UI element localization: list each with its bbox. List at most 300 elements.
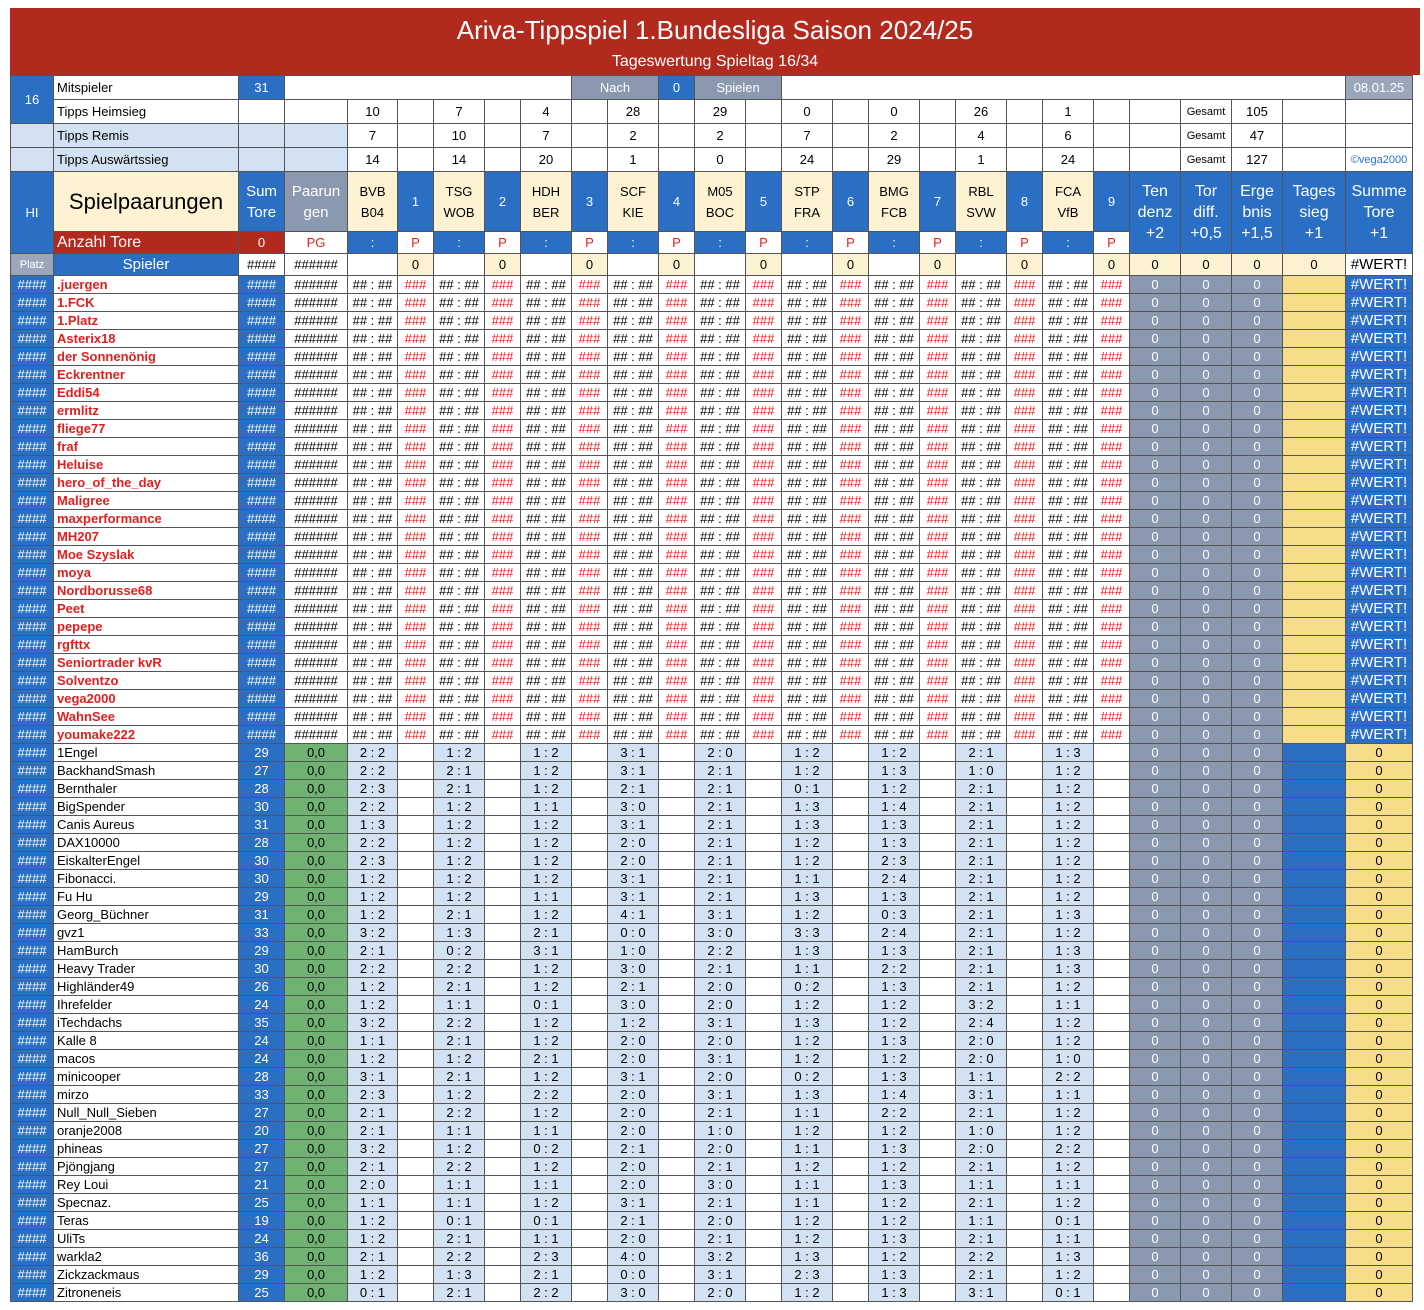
rank-cell[interactable]: #### <box>11 1266 54 1284</box>
tip-cell[interactable]: 2 : 0 <box>608 1050 659 1068</box>
tip-cell[interactable]: ## : ## <box>608 618 659 636</box>
tip-cell[interactable]: ## : ## <box>956 708 1007 726</box>
sum-cell[interactable]: #### <box>239 546 285 564</box>
tip-cell[interactable]: ## : ## <box>869 276 920 294</box>
tendenz-cell[interactable]: 0 <box>1130 1266 1181 1284</box>
p-cell[interactable]: ### <box>659 546 695 564</box>
total-cell[interactable]: #WERT! <box>1346 726 1413 744</box>
p-cell[interactable] <box>485 996 521 1014</box>
p-cell[interactable] <box>746 1158 782 1176</box>
p-cell[interactable] <box>398 852 434 870</box>
tagessieg-cell[interactable] <box>1283 852 1346 870</box>
ergebnis-cell[interactable]: 0 <box>1232 276 1283 294</box>
p-cell[interactable]: ### <box>1094 276 1130 294</box>
total-cell[interactable]: 0 <box>1346 978 1413 996</box>
p-cell[interactable] <box>485 1032 521 1050</box>
p-cell[interactable]: ### <box>833 564 869 582</box>
tip-cell[interactable]: 1 : 2 <box>348 906 398 924</box>
tip-cell[interactable]: 2 : 1 <box>434 1284 485 1302</box>
pg-cell[interactable]: ###### <box>285 672 348 690</box>
tip-cell[interactable]: 2 : 1 <box>608 978 659 996</box>
rank-cell[interactable]: #### <box>11 924 54 942</box>
total-cell[interactable]: 0 <box>1346 1014 1413 1032</box>
player-name[interactable]: Teras <box>54 1212 239 1230</box>
tip-cell[interactable]: ## : ## <box>695 474 746 492</box>
tip-cell[interactable]: 2 : 2 <box>434 1104 485 1122</box>
tip-cell[interactable]: ## : ## <box>1043 492 1094 510</box>
ergebnis-cell[interactable]: 0 <box>1232 762 1283 780</box>
p-cell[interactable]: ### <box>746 474 782 492</box>
tip-cell[interactable]: ## : ## <box>869 654 920 672</box>
p-cell[interactable]: ### <box>920 672 956 690</box>
tagessieg-cell[interactable] <box>1283 672 1346 690</box>
p-cell[interactable] <box>398 978 434 996</box>
tipps-auswaerts-count[interactable]: 1 <box>608 148 659 172</box>
tagessieg-cell[interactable] <box>1283 546 1346 564</box>
p-cell[interactable] <box>572 1176 608 1194</box>
p-cell[interactable]: ### <box>1007 348 1043 366</box>
sum-tore-header[interactable] <box>239 172 285 232</box>
tip-cell[interactable]: ## : ## <box>782 492 833 510</box>
tip-cell[interactable]: ## : ## <box>956 438 1007 456</box>
tendenz-header[interactable] <box>1130 172 1181 254</box>
tip-cell[interactable]: 3 : 1 <box>608 870 659 888</box>
p-cell[interactable] <box>572 1032 608 1050</box>
total-cell[interactable]: 0 <box>1346 1248 1413 1266</box>
tip-cell[interactable]: ## : ## <box>521 726 572 744</box>
p-cell[interactable]: ### <box>485 438 521 456</box>
tip-cell[interactable]: 1 : 2 <box>521 978 572 996</box>
tip-cell[interactable]: 0 : 2 <box>782 978 833 996</box>
tip-cell[interactable]: 2 : 0 <box>956 1140 1007 1158</box>
p-cell[interactable]: ### <box>572 618 608 636</box>
zero-cell[interactable]: 0 <box>833 254 869 276</box>
p-cell[interactable] <box>1007 942 1043 960</box>
tordiff-cell[interactable]: 0 <box>1181 996 1232 1014</box>
p-cell[interactable]: ### <box>485 564 521 582</box>
rank-cell[interactable]: #### <box>11 1050 54 1068</box>
p-cell[interactable] <box>833 1176 869 1194</box>
pg-cell[interactable]: ###### <box>285 402 348 420</box>
tip-cell[interactable]: 1 : 1 <box>434 1194 485 1212</box>
player-name[interactable]: warkla2 <box>54 1248 239 1266</box>
tip-cell[interactable]: 1 : 2 <box>869 1248 920 1266</box>
blank[interactable] <box>1283 100 1346 124</box>
tip-cell[interactable]: ## : ## <box>1043 402 1094 420</box>
spielpaarungen-header[interactable]: Spielpaarungen <box>54 172 239 232</box>
p-cell[interactable] <box>746 942 782 960</box>
tip-cell[interactable]: ## : ## <box>956 510 1007 528</box>
tip-cell[interactable]: ## : ## <box>1043 348 1094 366</box>
p-cell[interactable] <box>398 924 434 942</box>
tip-cell[interactable]: 2 : 0 <box>608 1104 659 1122</box>
tip-cell[interactable]: 2 : 2 <box>1043 1140 1094 1158</box>
p-cell[interactable]: ### <box>920 456 956 474</box>
p-cell[interactable]: ### <box>572 384 608 402</box>
tip-cell[interactable]: ## : ## <box>348 600 398 618</box>
p-cell[interactable] <box>920 1122 956 1140</box>
tip-cell[interactable]: 0 : 2 <box>521 1140 572 1158</box>
total-cell[interactable]: #WERT! <box>1346 672 1413 690</box>
sum-cell[interactable]: 29 <box>239 744 285 762</box>
tip-cell[interactable]: ## : ## <box>348 456 398 474</box>
tip-cell[interactable]: 1 : 1 <box>1043 1230 1094 1248</box>
p-cell[interactable] <box>1007 744 1043 762</box>
tendenz-cell[interactable]: 0 <box>1130 474 1181 492</box>
total-cell[interactable]: #WERT! <box>1346 636 1413 654</box>
p-cell[interactable]: ### <box>833 294 869 312</box>
tip-cell[interactable]: 1 : 2 <box>1043 762 1094 780</box>
p-cell[interactable] <box>572 942 608 960</box>
p-cell[interactable] <box>485 762 521 780</box>
tip-cell[interactable]: 2 : 2 <box>869 960 920 978</box>
tipps-heimsieg-count[interactable]: 26 <box>956 100 1007 124</box>
pg-cell[interactable]: ###### <box>285 420 348 438</box>
tip-cell[interactable]: ## : ## <box>434 330 485 348</box>
tip-cell[interactable]: ## : ## <box>521 600 572 618</box>
copyright[interactable]: ©vega2000 <box>1346 148 1413 172</box>
tordiff-cell[interactable]: 0 <box>1181 438 1232 456</box>
tip-cell[interactable]: ## : ## <box>608 564 659 582</box>
tipps-auswaerts-total[interactable]: 127 <box>1232 148 1283 172</box>
tip-cell[interactable]: 2 : 2 <box>348 762 398 780</box>
p-cell[interactable] <box>746 1140 782 1158</box>
tip-cell[interactable]: ## : ## <box>608 672 659 690</box>
tendenz-cell[interactable]: 0 <box>1130 528 1181 546</box>
tendenz-cell[interactable]: 0 <box>1130 1158 1181 1176</box>
tordiff-cell[interactable]: 0 <box>1181 510 1232 528</box>
p-cell[interactable]: ### <box>1007 672 1043 690</box>
tip-cell[interactable]: ## : ## <box>348 420 398 438</box>
tordiff-cell[interactable]: 0 <box>1181 582 1232 600</box>
rank-cell[interactable]: #### <box>11 420 54 438</box>
pg-cell[interactable]: 0,0 <box>285 888 348 906</box>
total-cell[interactable]: 0 <box>1346 1086 1413 1104</box>
tip-cell[interactable]: 1 : 3 <box>869 1266 920 1284</box>
pg-cell[interactable]: 0,0 <box>285 1068 348 1086</box>
ergebnis-cell[interactable]: 0 <box>1232 780 1283 798</box>
player-name[interactable]: ermlitz <box>54 402 239 420</box>
p-cell[interactable] <box>833 1230 869 1248</box>
p-cell[interactable]: ### <box>398 474 434 492</box>
tip-cell[interactable]: 3 : 0 <box>695 924 746 942</box>
p-cell[interactable] <box>920 996 956 1014</box>
tip-cell[interactable]: ## : ## <box>1043 672 1094 690</box>
p-cell[interactable]: ### <box>1094 348 1130 366</box>
p-cell[interactable] <box>398 1158 434 1176</box>
tendenz-cell[interactable]: 0 <box>1130 942 1181 960</box>
ergebnis-cell[interactable]: 0 <box>1232 1194 1283 1212</box>
sum-cell[interactable]: 25 <box>239 1194 285 1212</box>
p-cell[interactable] <box>485 1140 521 1158</box>
total-cell[interactable]: 0 <box>1346 834 1413 852</box>
sum-cell[interactable]: #### <box>239 708 285 726</box>
p-cell[interactable] <box>398 1104 434 1122</box>
tip-cell[interactable]: ## : ## <box>608 438 659 456</box>
tip-cell[interactable]: ## : ## <box>1043 312 1094 330</box>
tendenz-cell[interactable]: 0 <box>1130 546 1181 564</box>
p-cell[interactable]: ### <box>1094 366 1130 384</box>
tip-cell[interactable]: ## : ## <box>869 708 920 726</box>
p-cell[interactable] <box>485 870 521 888</box>
tip-cell[interactable]: 2 : 1 <box>956 744 1007 762</box>
tipps-remis-total[interactable]: 47 <box>1232 124 1283 148</box>
ergebnis-cell[interactable]: 0 <box>1232 1050 1283 1068</box>
tip-cell[interactable]: 3 : 2 <box>348 924 398 942</box>
p-cell[interactable] <box>1007 1248 1043 1266</box>
tip-cell[interactable]: 2 : 1 <box>348 1104 398 1122</box>
tip-cell[interactable]: ## : ## <box>695 330 746 348</box>
tip-cell[interactable]: 1 : 3 <box>434 1266 485 1284</box>
p-cell[interactable]: ### <box>1094 438 1130 456</box>
tendenz-cell[interactable]: 0 <box>1130 618 1181 636</box>
rank-cell[interactable]: #### <box>11 582 54 600</box>
p-cell[interactable] <box>920 744 956 762</box>
tendenz-cell[interactable]: 0 <box>1130 1230 1181 1248</box>
tip-cell[interactable]: 2 : 1 <box>695 780 746 798</box>
tordiff-cell[interactable]: 0 <box>1181 636 1232 654</box>
tip-cell[interactable]: 2 : 1 <box>434 780 485 798</box>
tip-cell[interactable]: 1 : 3 <box>869 1176 920 1194</box>
tip-cell[interactable]: 2 : 0 <box>608 1230 659 1248</box>
tip-cell[interactable]: 2 : 2 <box>434 960 485 978</box>
blank[interactable] <box>659 148 695 172</box>
tip-cell[interactable]: 1 : 2 <box>869 744 920 762</box>
p-cell[interactable] <box>1007 1104 1043 1122</box>
p-cell[interactable]: ### <box>1007 492 1043 510</box>
tip-cell[interactable]: 1 : 2 <box>521 1068 572 1086</box>
p-cell[interactable] <box>659 996 695 1014</box>
p-cell[interactable]: ### <box>659 618 695 636</box>
tip-cell[interactable]: 1 : 2 <box>521 780 572 798</box>
tip-cell[interactable]: ## : ## <box>348 708 398 726</box>
tip-cell[interactable]: 1 : 2 <box>521 906 572 924</box>
player-name[interactable]: Moe Szyslak <box>54 546 239 564</box>
tordiff-cell[interactable]: 0 <box>1181 618 1232 636</box>
tip-cell[interactable]: 1 : 3 <box>1043 906 1094 924</box>
rank-cell[interactable]: #### <box>11 618 54 636</box>
p-cell[interactable] <box>833 1194 869 1212</box>
tip-cell[interactable]: ## : ## <box>695 294 746 312</box>
tip-cell[interactable]: ## : ## <box>434 636 485 654</box>
p-cell[interactable]: ### <box>920 402 956 420</box>
pg-cell[interactable]: ###### <box>285 654 348 672</box>
pg-cell[interactable]: 0,0 <box>285 1176 348 1194</box>
p-cell[interactable] <box>572 888 608 906</box>
tip-cell[interactable]: 1 : 2 <box>869 780 920 798</box>
tip-cell[interactable]: ## : ## <box>695 546 746 564</box>
blank[interactable] <box>285 124 348 148</box>
pg-cell[interactable]: ###### <box>285 618 348 636</box>
p-cell[interactable] <box>398 816 434 834</box>
result-input[interactable]: : <box>434 232 485 254</box>
match-number[interactable]: 5 <box>746 172 782 232</box>
tip-cell[interactable]: 2 : 1 <box>434 1068 485 1086</box>
tip-cell[interactable]: ## : ## <box>434 420 485 438</box>
p-cell[interactable]: ### <box>485 312 521 330</box>
tip-cell[interactable]: ## : ## <box>608 456 659 474</box>
p-cell[interactable] <box>746 744 782 762</box>
p-cell[interactable] <box>833 960 869 978</box>
p-cell[interactable]: ### <box>1007 708 1043 726</box>
tip-cell[interactable]: ## : ## <box>869 384 920 402</box>
tip-cell[interactable]: 3 : 1 <box>956 1086 1007 1104</box>
tip-cell[interactable]: ## : ## <box>348 438 398 456</box>
rank-cell[interactable]: #### <box>11 816 54 834</box>
rank-cell[interactable]: #### <box>11 978 54 996</box>
p-cell[interactable]: ### <box>1007 564 1043 582</box>
p-cell[interactable] <box>833 762 869 780</box>
p-cell[interactable] <box>659 834 695 852</box>
total-cell[interactable]: #WERT! <box>1346 492 1413 510</box>
tip-cell[interactable]: 2 : 1 <box>695 870 746 888</box>
p-cell[interactable] <box>1094 924 1130 942</box>
p-cell[interactable]: ### <box>659 654 695 672</box>
pg-cell[interactable]: ###### <box>285 528 348 546</box>
tip-cell[interactable]: 0 : 3 <box>869 906 920 924</box>
tip-cell[interactable]: 1 : 2 <box>1043 852 1094 870</box>
tagessieg-cell[interactable] <box>1283 1176 1346 1194</box>
sum-cell[interactable]: 29 <box>239 942 285 960</box>
p-cell[interactable] <box>572 978 608 996</box>
p-cell[interactable]: ### <box>572 276 608 294</box>
p-cell[interactable]: ### <box>920 726 956 744</box>
p-cell[interactable]: ### <box>920 366 956 384</box>
tip-cell[interactable]: 0 : 0 <box>608 924 659 942</box>
tip-cell[interactable]: ## : ## <box>1043 690 1094 708</box>
tip-cell[interactable]: 2 : 0 <box>695 1068 746 1086</box>
sum-cell[interactable]: 24 <box>239 1230 285 1248</box>
p-cell[interactable]: ### <box>398 420 434 438</box>
tip-cell[interactable]: ## : ## <box>1043 456 1094 474</box>
p-cell[interactable] <box>1007 1158 1043 1176</box>
p-cell[interactable] <box>920 1158 956 1176</box>
p-cell[interactable]: ### <box>1094 546 1130 564</box>
tip-cell[interactable]: ## : ## <box>956 402 1007 420</box>
p-cell[interactable] <box>1094 1158 1130 1176</box>
pg-cell[interactable]: 0,0 <box>285 852 348 870</box>
p-cell[interactable]: ### <box>1007 384 1043 402</box>
p-cell[interactable] <box>572 1122 608 1140</box>
tip-cell[interactable]: 0 : 1 <box>434 1212 485 1230</box>
p-cell[interactable] <box>572 1266 608 1284</box>
tip-cell[interactable]: 1 : 3 <box>782 816 833 834</box>
p-cell[interactable] <box>1007 870 1043 888</box>
tagessieg-cell[interactable] <box>1283 438 1346 456</box>
tendenz-cell[interactable]: 0 <box>1130 1284 1181 1302</box>
tip-cell[interactable]: 3 : 0 <box>608 960 659 978</box>
tip-cell[interactable]: ## : ## <box>869 294 920 312</box>
tip-cell[interactable]: 2 : 1 <box>434 1230 485 1248</box>
tendenz-cell[interactable]: 0 <box>1130 672 1181 690</box>
rank-cell[interactable]: #### <box>11 1230 54 1248</box>
tip-cell[interactable]: 2 : 1 <box>956 978 1007 996</box>
tip-cell[interactable]: 0 : 2 <box>782 1068 833 1086</box>
blank[interactable] <box>348 254 398 276</box>
p-cell[interactable] <box>746 816 782 834</box>
p-cell[interactable] <box>659 1014 695 1032</box>
tip-cell[interactable]: 2 : 1 <box>956 1266 1007 1284</box>
player-name[interactable]: Fu Hu <box>54 888 239 906</box>
p-cell[interactable] <box>1007 1194 1043 1212</box>
tip-cell[interactable]: ## : ## <box>608 276 659 294</box>
tagessieg-cell[interactable] <box>1283 906 1346 924</box>
p-cell[interactable]: ### <box>659 366 695 384</box>
tagessieg-cell[interactable] <box>1283 636 1346 654</box>
p-cell[interactable]: ### <box>485 402 521 420</box>
tip-cell[interactable]: ## : ## <box>1043 330 1094 348</box>
tip-cell[interactable]: 2 : 2 <box>348 834 398 852</box>
p-cell[interactable] <box>398 1140 434 1158</box>
p-cell[interactable]: ### <box>485 492 521 510</box>
player-name[interactable]: fliege77 <box>54 420 239 438</box>
sum-cell[interactable]: 20 <box>239 1122 285 1140</box>
tip-cell[interactable]: ## : ## <box>348 582 398 600</box>
p-cell[interactable]: ### <box>746 654 782 672</box>
wert-cell[interactable]: #WERT! <box>1346 254 1413 276</box>
tip-cell[interactable]: 1 : 2 <box>782 744 833 762</box>
tagessieg-cell[interactable] <box>1283 330 1346 348</box>
p-cell[interactable]: ### <box>920 348 956 366</box>
tip-cell[interactable]: ## : ## <box>348 690 398 708</box>
tip-cell[interactable]: ## : ## <box>521 690 572 708</box>
tagessieg-cell[interactable] <box>1283 1230 1346 1248</box>
tip-cell[interactable]: ## : ## <box>695 582 746 600</box>
date[interactable]: 08.01.25 <box>1346 76 1413 100</box>
platz-header[interactable]: Platz <box>11 254 54 276</box>
tip-cell[interactable]: ## : ## <box>782 420 833 438</box>
tip-cell[interactable]: 1 : 1 <box>956 1212 1007 1230</box>
tipps-auswaerts-label[interactable]: Tipps Auswärtssieg <box>54 148 239 172</box>
tip-cell[interactable]: 1 : 2 <box>434 798 485 816</box>
tip-cell[interactable]: 1 : 1 <box>782 1140 833 1158</box>
tip-cell[interactable]: 1 : 2 <box>782 762 833 780</box>
tip-cell[interactable]: 1 : 2 <box>782 996 833 1014</box>
ergebnis-cell[interactable]: 0 <box>1232 1122 1283 1140</box>
p-cell[interactable] <box>833 1122 869 1140</box>
total-cell[interactable]: #WERT! <box>1346 600 1413 618</box>
tendenz-cell[interactable]: 0 <box>1130 1122 1181 1140</box>
tordiff-cell[interactable]: 0 <box>1181 294 1232 312</box>
tipps-heimsieg-count[interactable]: 0 <box>869 100 920 124</box>
p-cell[interactable]: ### <box>1094 474 1130 492</box>
p-cell[interactable]: ### <box>659 600 695 618</box>
tip-cell[interactable]: ## : ## <box>869 564 920 582</box>
player-name[interactable]: Asterix18 <box>54 330 239 348</box>
tip-cell[interactable]: 2 : 1 <box>608 780 659 798</box>
ergebnis-cell[interactable]: 0 <box>1232 1068 1283 1086</box>
sum-cell[interactable]: 29 <box>239 1266 285 1284</box>
rank-cell[interactable]: #### <box>11 474 54 492</box>
tip-cell[interactable]: 1 : 3 <box>1043 744 1094 762</box>
rank-cell[interactable]: #### <box>11 1194 54 1212</box>
tagessieg-cell[interactable] <box>1283 996 1346 1014</box>
p-cell[interactable] <box>572 1068 608 1086</box>
p-cell[interactable]: ### <box>1094 672 1130 690</box>
p-cell[interactable] <box>485 1104 521 1122</box>
p-cell[interactable] <box>1007 852 1043 870</box>
blank[interactable] <box>1130 100 1181 124</box>
pg-cell[interactable]: ###### <box>285 456 348 474</box>
player-name[interactable]: Seniortrader kvR <box>54 654 239 672</box>
player-name[interactable]: Peet <box>54 600 239 618</box>
rank-cell[interactable]: #### <box>11 798 54 816</box>
result-input[interactable]: : <box>1043 232 1094 254</box>
tip-cell[interactable]: 1 : 3 <box>782 1086 833 1104</box>
sum-cell[interactable]: 27 <box>239 1158 285 1176</box>
tip-cell[interactable]: ## : ## <box>434 528 485 546</box>
p-cell[interactable]: ### <box>485 276 521 294</box>
